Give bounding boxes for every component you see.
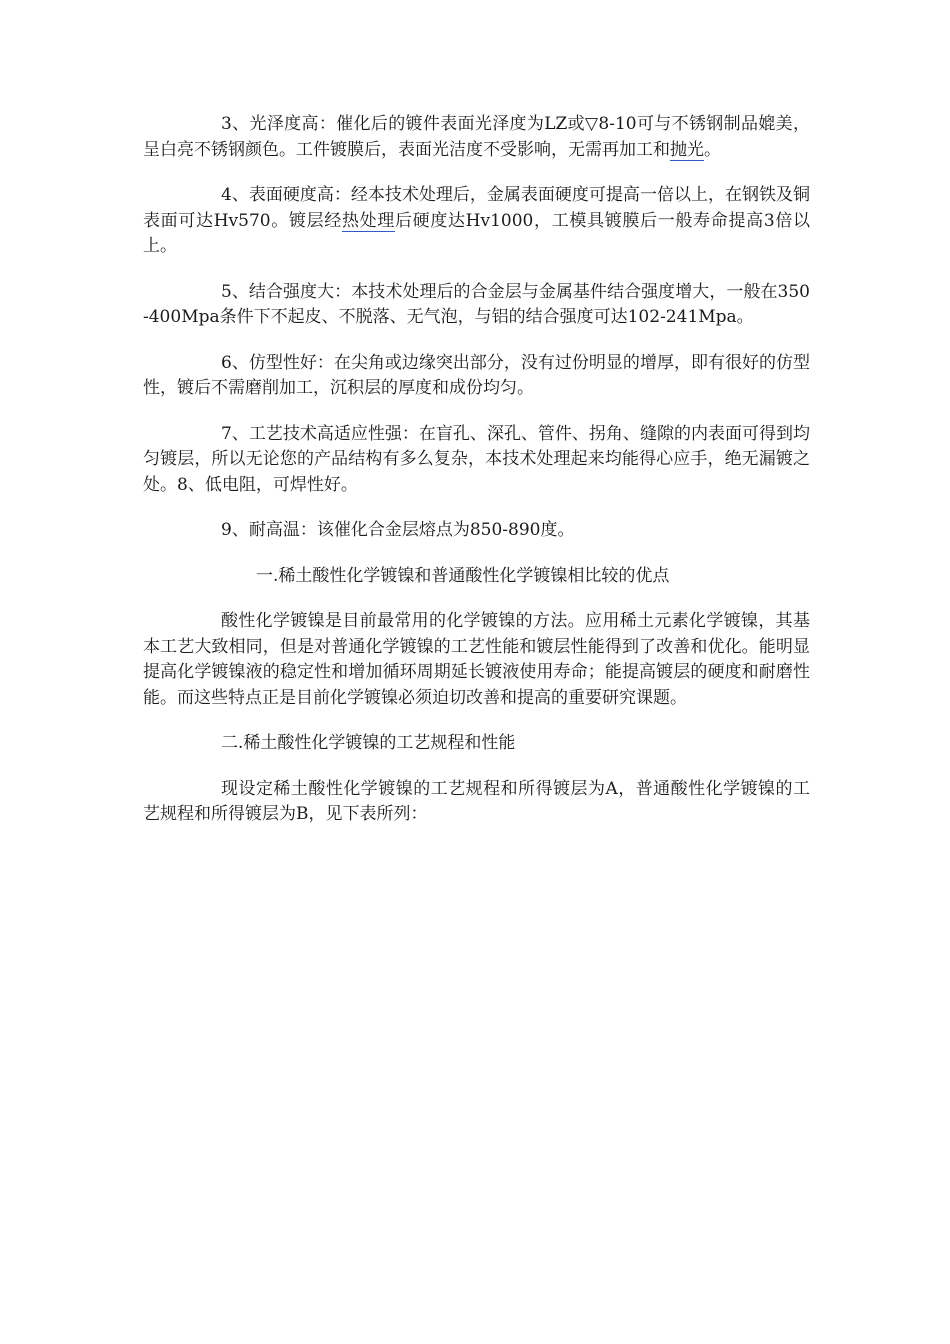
paragraph-bond-strength: 5、结合强度大：本技术处理后的合金层与金属基件结合强度增大，一般在350-400Mpa条件下不起皮、不脱落、无气泡，与铝的结合强度可达102-241Mpa。 [143,281,810,327]
section-heading-2: 二.稀土酸性化学镀镍的工艺规程和性能 [221,733,516,753]
document-page [143,112,810,848]
paragraph-heat-resistance: 9、耐高温：该催化合金层熔点为850-890度。 [221,520,575,540]
paragraph-gloss [143,112,810,163]
paragraph-adaptability: 7、工艺技术高适应性强：在盲孔、深孔、管件、拐角、缝隙的内表面可得到均匀镀层，所以无论您的产品结构有多么复杂，本技术处理起来均能得心应手，绝无漏镀之处。8、低电阻，可焊性好。 [143,423,810,495]
section-heading-1: 一.稀土酸性化学镀镍和普通酸性化学镀镍相比较的优点 [256,565,670,586]
paragraph-conformity: 6、仿型性好：在尖角或边缘突出部分，没有过份明显的增厚，即有很好的仿型性，镀后不需磨削加工，沉积层的厚度和成份均匀。 [143,352,810,398]
paragraph-hardness-end: 后硬度达Hv1000，工模具镀膜后一般寿命提高3倍以上。 [143,210,810,256]
paragraph-gloss-text: 3、光泽度高：催化后的镀件表面光泽度为LZ或▽8-10可与不锈钢制品媲美，呈白亮不锈钢颜色。工件镀膜后，表面光洁度不受影响，无需再加工和 [143,114,810,160]
link-heat-treatment[interactable]: 热处理 [341,210,395,231]
paragraph-gloss-end: 。 [704,139,721,160]
paragraph-hardness [143,183,810,260]
section-body-2: 现设定稀土酸性化学镀镍的工艺规程和所得镀层为A，普通酸性化学镀镍的工艺规程和所得镀层为B，见下表所列： [143,778,810,824]
paragraph-hardness-text: 4、表面硬度高：经本技术处理后，金属表面硬度可提高一倍以上，在钢铁及铜表面可达Hv570。镀层经 [143,185,810,231]
section-body-1: 酸性化学镀镍是目前最常用的化学镀镍的方法。应用稀土元素化学镀镍，其基本工艺大致相同，但是对普通化学镀镍的工艺性能和镀层性能得到了改善和优化。能明显提高化学镀镍液的稳定性和增加循环周期延长镀液使用寿命；能提高镀层的硬度和耐磨性能。而这些特点正是目前化学镀镍必须迫切改善和提高的重要研究课题。 [143,611,810,708]
link-polishing[interactable]: 抛光 [670,139,704,160]
